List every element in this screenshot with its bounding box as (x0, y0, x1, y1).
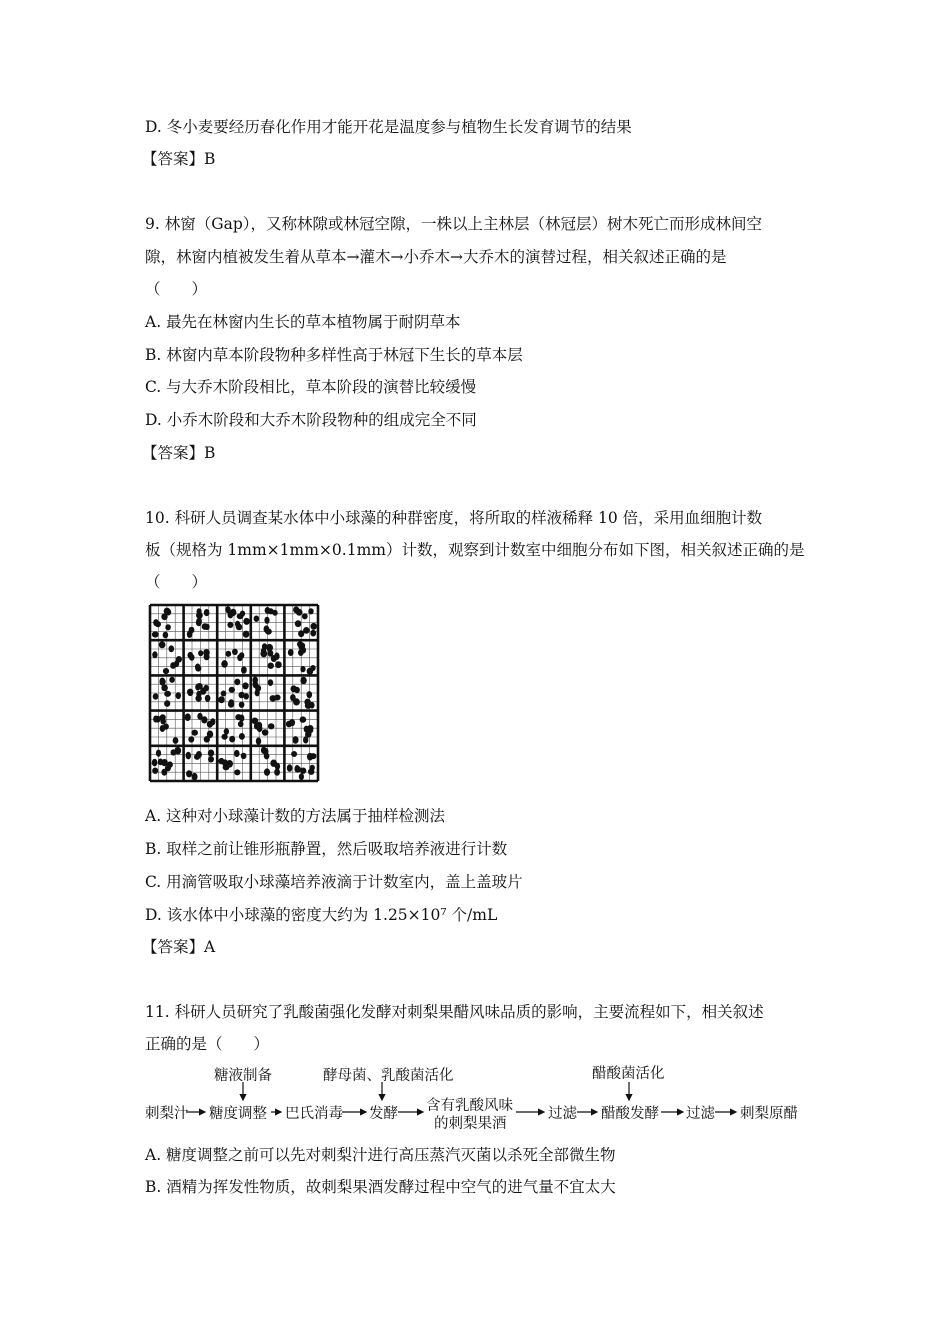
algae-cell (262, 729, 269, 735)
text-line: D. 冬小麦要经历春化作用才能开花是温度参与植物生长发育调节的结果 (145, 118, 632, 136)
algae-cell (242, 682, 248, 689)
algae-cell (207, 731, 213, 739)
algae-cell (268, 608, 274, 614)
text-line: 板（规格为 1mm×1mm×0.1mm）计数，观察到计数室中细胞分布如下图，相关叙述正确的是 (145, 541, 805, 559)
answer-line: 【答案】B (142, 444, 216, 462)
algae-cell (153, 716, 158, 723)
algae-cell (187, 631, 193, 638)
algae-cell (288, 649, 294, 656)
algae-cell (261, 747, 267, 754)
algae-cell (235, 714, 241, 720)
text-line: 9. 林窗（Gap），又称林隙或林冠空隙，一株以上主林层（林冠层）树木死亡而形成林间空 (145, 215, 763, 233)
algae-cell (292, 736, 298, 744)
algae-cell (198, 650, 203, 656)
algae-cell (238, 721, 244, 727)
flow-step: 含有乳酸风味 (426, 1098, 513, 1114)
algae-cell (195, 695, 201, 701)
algae-cell (304, 699, 310, 706)
algae-cell (307, 753, 313, 761)
algae-cell (297, 641, 303, 647)
algae-cell (165, 765, 171, 771)
algae-cell (195, 665, 201, 671)
algae-cell (257, 725, 263, 732)
flow-input: 酵母菌、乳酸菌活化 (323, 1068, 454, 1084)
algae-cell (310, 630, 316, 637)
algae-cell (163, 668, 169, 674)
text-line: B. 林窗内草本阶段物种多样性高于林冠下生长的草本层 (145, 346, 523, 364)
algae-cell (264, 768, 270, 775)
algae-cell (161, 613, 167, 620)
algae-cell (275, 661, 282, 668)
algae-cell (188, 736, 194, 742)
algae-cell (310, 623, 317, 630)
algae-cell (152, 768, 158, 774)
algae-cell (227, 622, 233, 628)
algae-cell (236, 624, 243, 630)
algae-cell (268, 663, 274, 669)
flow-step: 过滤 (548, 1106, 577, 1122)
algae-cell (243, 631, 250, 638)
text-line: A. 最先在林窗内生长的草本植物属于耐阴草本 (145, 313, 461, 331)
algae-cell (264, 617, 269, 624)
flow-step: 刺梨汁 (145, 1106, 189, 1122)
algae-cell (243, 693, 249, 699)
algae-cell (300, 677, 306, 685)
algae-cell (186, 752, 192, 760)
text-line: 11. 科研人员研究了乳酸菌强化发酵对刺梨果醋风味品质的影响，主要流程如下，相关叙述 (145, 1003, 764, 1021)
algae-cell (208, 756, 214, 762)
algae-cell (230, 609, 236, 616)
text-line: 正确的是（ ） (145, 1035, 270, 1053)
algae-cell (239, 702, 245, 708)
algae-cell (195, 684, 200, 691)
algae-cell (186, 770, 192, 777)
algae-cell (266, 644, 272, 651)
algae-cell (239, 733, 245, 740)
algae-cell (291, 751, 297, 757)
algae-cell (308, 608, 313, 614)
algae-cell (225, 606, 230, 613)
algae-cell (291, 685, 297, 692)
flow-step: 过滤 (686, 1106, 715, 1122)
algae-cell (260, 650, 267, 657)
algae-cell (300, 768, 306, 774)
process-flowchart (145, 1062, 825, 1132)
algae-cell (268, 723, 275, 729)
algae-cell (223, 764, 230, 770)
algae-cell (210, 718, 215, 725)
flow-step: 糖度调整 (209, 1106, 267, 1122)
algae-cell (188, 652, 194, 659)
text-line: （ ） (145, 280, 208, 298)
algae-cell (295, 620, 302, 627)
algae-cell (304, 726, 309, 733)
algae-cell (296, 609, 303, 616)
flow-input: 醋酸菌活化 (592, 1066, 665, 1082)
algae-cell (208, 750, 214, 757)
algae-cell (300, 716, 307, 722)
algae-cell (187, 689, 193, 695)
algae-cell (196, 751, 202, 758)
algae-cell (264, 753, 270, 760)
algae-cell (241, 666, 247, 674)
flow-input: 糖液制备 (214, 1068, 272, 1084)
algae-cell (160, 725, 165, 732)
text-line: C. 与大乔木阶段相比，草本阶段的演替比较缓慢 (145, 378, 477, 396)
algae-cell (159, 641, 166, 648)
text-line: D. 小乔木阶段和大乔木阶段物种的组成完全不同 (145, 411, 477, 429)
algae-cell (268, 679, 274, 686)
algae-cell (287, 764, 293, 772)
text-line: B. 酒精为挥发性物质，故刺梨果酒发酵过程中空气的进气量不宜太大 (145, 1178, 616, 1196)
algae-cell (264, 625, 270, 632)
algae-cell (303, 627, 310, 634)
text-line: （ ） (145, 573, 208, 591)
counting-chamber-grid (148, 603, 320, 783)
algae-cell (192, 773, 198, 781)
algae-cell (152, 651, 157, 658)
algae-cell (256, 737, 261, 744)
algae-cell (234, 750, 240, 757)
flow-step: 醋酸发酵 (601, 1106, 659, 1122)
algae-cell (243, 618, 250, 625)
algae-cell (164, 691, 171, 697)
flow-step: 刺梨原醋 (740, 1106, 798, 1122)
algae-cell (197, 608, 202, 615)
algae-cell (289, 719, 295, 726)
algae-cell (161, 685, 168, 692)
text-line: 隙，林窗内植被发生着从草本→灌木→小乔木→大乔木的演替过程，相关叙述正确的是 (145, 248, 727, 266)
algae-cell (229, 736, 235, 743)
text-line: B. 取样之前让锥形瓶静置，然后吸取培养液进行计数 (145, 840, 508, 858)
algae-cell (295, 766, 302, 773)
algae-cell (202, 623, 209, 630)
algae-cell (274, 695, 280, 701)
algae-cell (204, 609, 210, 616)
text-line: 10. 科研人员调查某水体中小球藻的种群密度，将所取的样液稀释 10 倍，采用血细胞计数 (145, 509, 763, 527)
algae-cell (255, 685, 261, 692)
answer-line: 【答案】B (142, 150, 216, 168)
algae-cell (232, 649, 238, 655)
algae-cell (205, 695, 211, 702)
text-line: A. 糖度调整之前可以先对刺梨汁进行高压蒸汽灭菌以杀死全部微生物 (145, 1146, 616, 1164)
algae-cell (222, 660, 228, 668)
text-line: C. 用滴管吸取小球藻培养液滴于计数室内，盖上盖玻片 (145, 873, 523, 891)
algae-cell (204, 653, 210, 660)
answer-line: 【答案】A (142, 938, 216, 956)
algae-cell (191, 730, 198, 736)
algae-cell (307, 668, 314, 675)
algae-cell (176, 692, 181, 699)
algae-cell (152, 631, 159, 637)
algae-cell (218, 696, 225, 703)
algae-cell (241, 753, 247, 759)
algae-cell (204, 685, 209, 692)
algae-cell (252, 677, 258, 684)
text-line: A. 这种对小球藻计数的方法属于抽样检测法 (145, 807, 446, 825)
algae-cell (224, 728, 229, 734)
hemocytometer-figure (148, 603, 320, 787)
algae-cell (201, 716, 207, 723)
algae-cell (234, 679, 240, 686)
algae-cell (171, 749, 177, 755)
algae-cell (274, 653, 279, 660)
algae-cell (169, 645, 175, 652)
algae-cell (152, 759, 158, 767)
algae-cell (307, 691, 313, 698)
algae-cell (163, 632, 169, 639)
algae-cell (275, 763, 280, 770)
algae-cell (153, 693, 159, 699)
algae-cell (310, 765, 315, 771)
algae-cell (299, 773, 304, 780)
algae-cell (221, 691, 227, 697)
algae-cell (229, 687, 235, 693)
algae-cell (225, 651, 231, 657)
algae-cell (196, 618, 202, 624)
algae-cell (239, 652, 244, 658)
algae-cell (169, 677, 175, 683)
flow-step: 的刺梨果酒 (434, 1116, 507, 1132)
algae-cell (155, 621, 161, 627)
algae-cell (293, 698, 300, 705)
algae-cell (185, 713, 191, 721)
algae-cell (222, 734, 228, 740)
algae-cell (161, 759, 168, 766)
algae-cell (174, 661, 179, 668)
algae-cell (173, 737, 179, 744)
text-line: D. 该水体中小球藻的密度大约为 1.25×10⁷ 个/mL (145, 906, 498, 924)
algae-cell (156, 750, 161, 757)
algae-cell (229, 699, 234, 705)
algae-cell (160, 714, 166, 720)
flow-step: 巴氏消毒 (285, 1106, 343, 1122)
algae-cell (240, 611, 245, 617)
flow-step: 发酵 (369, 1106, 398, 1122)
algae-cell (302, 613, 308, 619)
algae-cell (254, 616, 260, 622)
algae-cell (165, 624, 171, 630)
algae-cell (234, 769, 240, 775)
algae-cell (300, 666, 305, 672)
algae-cell (164, 700, 170, 707)
